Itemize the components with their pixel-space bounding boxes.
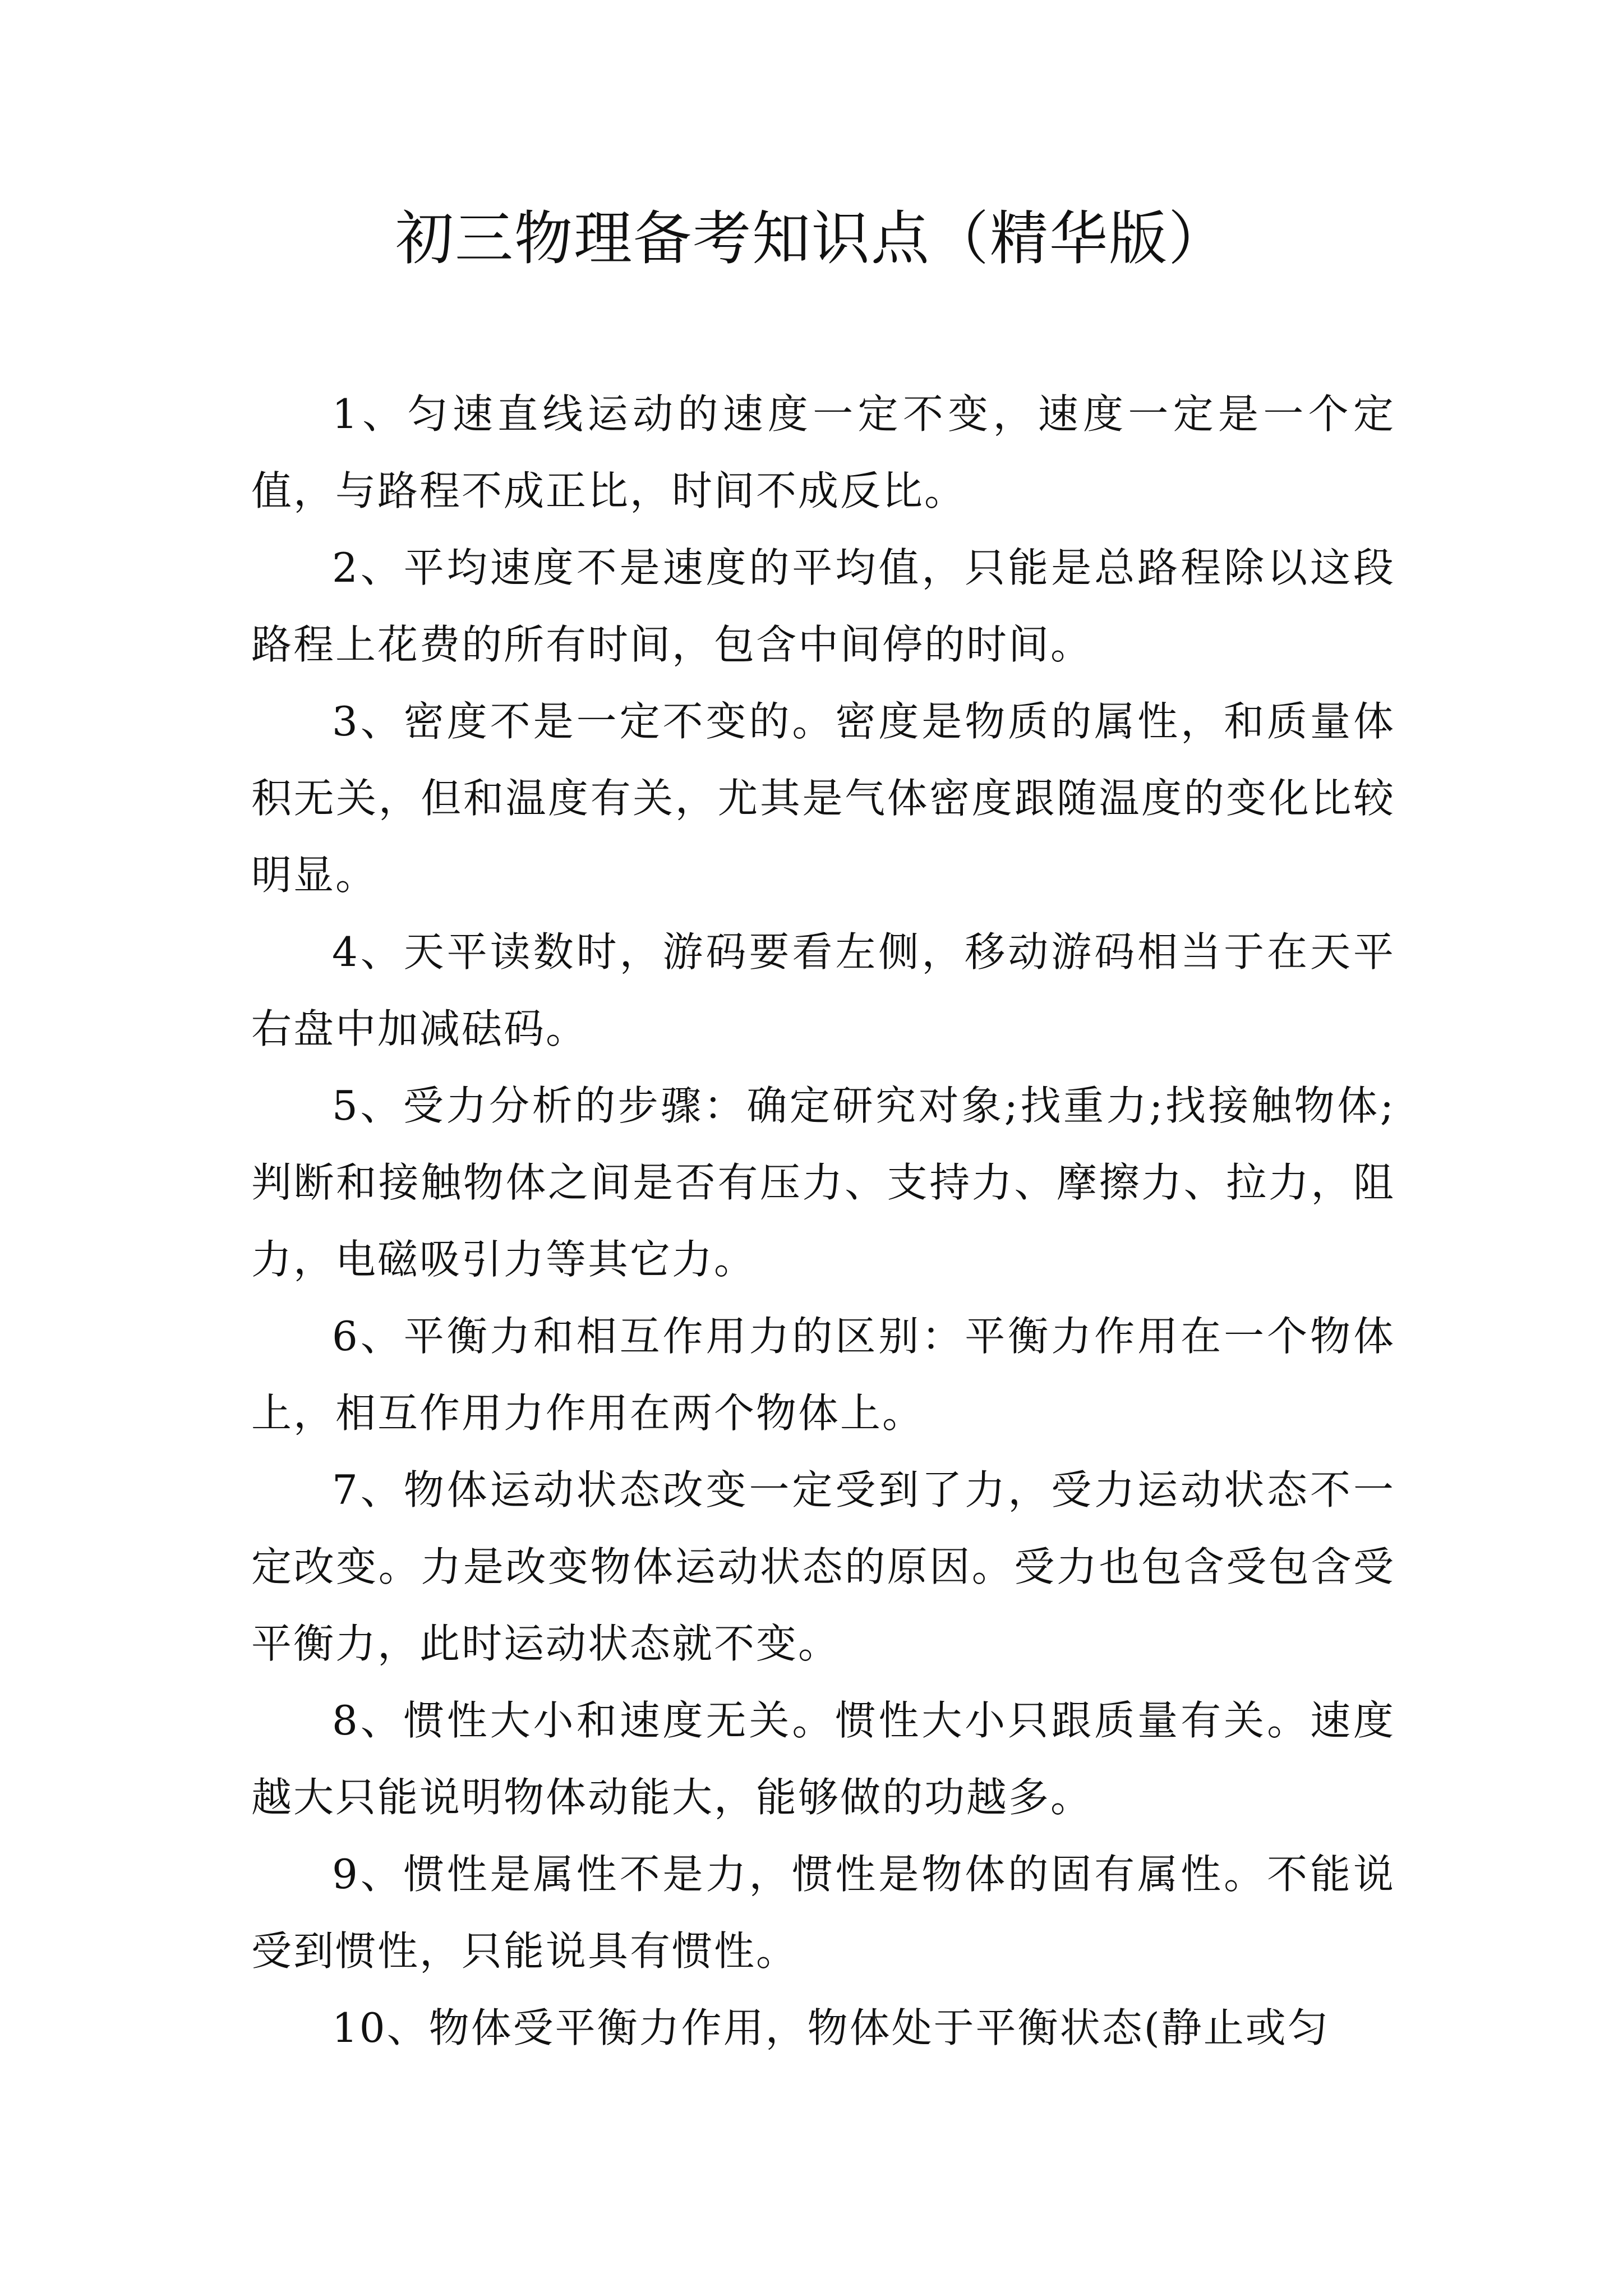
paragraph-2: 2、平均速度不是速度的平均值，只能是总路程除以这段路程上花费的所有时间，包含中间停的时间。: [251, 544, 1395, 668]
paragraph-4: 4、天平读数时，游码要看左侧，移动游码相当于在天平右盘中加减砝码。: [251, 928, 1395, 1052]
paragraph-10: 10、物体受平衡力作用，物体处于平衡状态(静止或匀: [332, 2004, 1330, 2051]
paragraph-1: 1、匀速直线运动的速度一定不变，速度一定是一个定值，与路程不成正比，时间不成反比。: [251, 390, 1395, 514]
document-body: [251, 376, 1395, 2067]
paragraph-8: 8、惯性大小和速度无关。惯性大小只跟质量有关。速度越大只能说明物体动能大，能够做的功越多。: [251, 1697, 1395, 1821]
document-title: 初三物理备考知识点（精华版）: [395, 204, 1228, 273]
paragraph-3: 3、密度不是一定不变的。密度是物质的属性，和质量体积无关，但和温度有关，尤其是气体密度跟随温度的变化比较明显。: [251, 698, 1395, 899]
paragraph-5: 5、受力分析的步骤：确定研究对象;找重力;找接触物体;判断和接触物体之间是否有压力、支持力、摩擦力、拉力，阻力，电磁吸引力等其它力。: [251, 1082, 1395, 1283]
paragraph-7: 7、物体运动状态改变一定受到了力，受力运动状态不一定改变。力是改变物体运动状态的原因。受力也包含受包含受平衡力，此时运动状态就不变。: [251, 1466, 1395, 1667]
paragraph-6: 6、平衡力和相互作用力的区别：平衡力作用在一个物体上，相互作用力作用在两个物体上。: [251, 1313, 1395, 1437]
paragraph-9: 9、惯性是属性不是力，惯性是物体的固有属性。不能说受到惯性，只能说具有惯性。: [251, 1851, 1395, 1975]
